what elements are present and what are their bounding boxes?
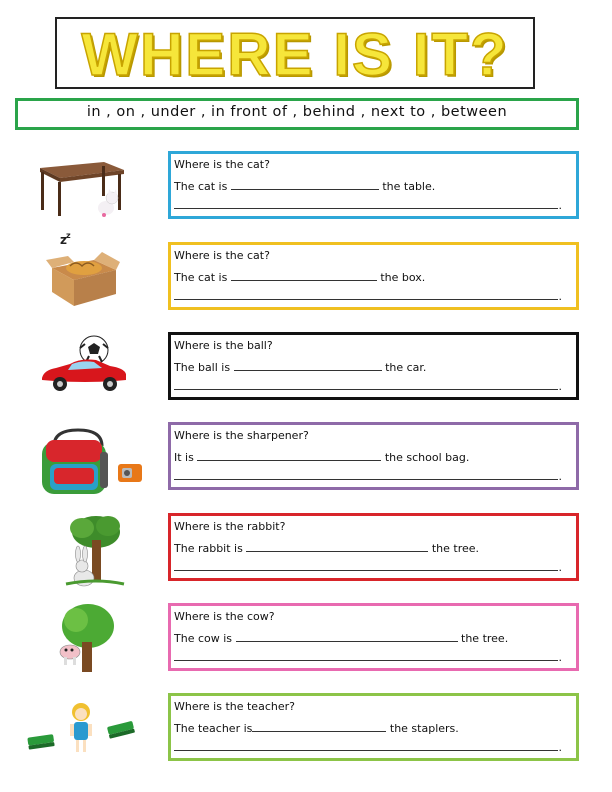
sentence-line [174, 359, 426, 374]
sentence-prefix: The rabbit is [174, 542, 243, 555]
sentence-prefix: The cow is [174, 632, 233, 645]
word-bank-text: in , on , under , in front of , behind , next to , between [86, 104, 508, 120]
question-text: Where is the cat? [174, 158, 270, 171]
sentence-suffix: the table. [382, 180, 436, 193]
question-text: Where is the ball? [174, 339, 273, 352]
fill-in-blank[interactable] [252, 720, 386, 732]
sentence-line [174, 630, 508, 645]
sentence-line [174, 269, 425, 284]
rabbit-under-tree-icon [62, 514, 126, 588]
fill-in-blank[interactable] [231, 178, 379, 190]
sentence-line [174, 178, 435, 193]
table-with-cat-icon [34, 158, 126, 220]
period-mark: . [558, 199, 562, 212]
sentence-line [174, 720, 459, 735]
cat-in-box-icon [44, 232, 120, 308]
period-mark: . [558, 470, 562, 483]
question-box-6 [168, 603, 579, 671]
sentence-suffix: the car. [385, 361, 427, 374]
answer-line[interactable] [174, 660, 558, 661]
sentence-line [174, 540, 479, 555]
period-mark: . [558, 380, 562, 393]
sentence-line [174, 449, 469, 464]
question-text: Where is the teacher? [174, 700, 295, 713]
period-mark: . [558, 561, 562, 574]
title-box [55, 17, 535, 89]
question-box-2 [168, 242, 579, 310]
sentence-prefix: The cat is [174, 271, 228, 284]
question-box-3 [168, 332, 579, 400]
cow-behind-tree-icon [58, 602, 116, 674]
question-text: Where is the cat? [174, 249, 270, 262]
fill-in-blank[interactable] [197, 449, 381, 461]
answer-line[interactable] [174, 750, 558, 751]
sentence-suffix: the tree. [431, 542, 480, 555]
fill-in-blank[interactable] [236, 630, 458, 642]
question-box-5 [168, 513, 579, 581]
answer-line[interactable] [174, 389, 558, 390]
sentence-prefix: The cat is [174, 180, 228, 193]
question-box-1 [168, 151, 579, 219]
sentence-suffix: the school bag. [384, 451, 470, 464]
ball-on-car-icon [38, 334, 130, 394]
fill-in-blank[interactable] [234, 359, 382, 371]
sentence-suffix: the staplers. [389, 722, 459, 735]
sentence-prefix: The teacher is [174, 722, 253, 735]
answer-line[interactable] [174, 208, 558, 209]
question-text: Where is the rabbit? [174, 520, 286, 533]
svg-text:z: z [66, 232, 71, 240]
answer-line[interactable] [174, 570, 558, 571]
schoolbag-and-sharpener-icon [36, 428, 146, 498]
answer-line[interactable] [174, 479, 558, 480]
period-mark: . [558, 651, 562, 664]
period-mark: . [558, 741, 562, 754]
fill-in-blank[interactable] [246, 540, 428, 552]
fill-in-blank[interactable] [231, 269, 377, 281]
svg-text:z: z [60, 233, 67, 247]
answer-line[interactable] [174, 299, 558, 300]
question-text: Where is the sharpener? [174, 429, 309, 442]
question-box-4 [168, 422, 579, 490]
word-bank [15, 98, 579, 130]
sentence-prefix: It is [174, 451, 194, 464]
teacher-between-staplers-icon [26, 700, 136, 758]
sentence-suffix: the box. [380, 271, 426, 284]
question-text: Where is the cow? [174, 610, 275, 623]
question-box-7 [168, 693, 579, 761]
sentence-prefix: The ball is [174, 361, 231, 374]
period-mark: . [558, 290, 562, 303]
sentence-suffix: the tree. [461, 632, 509, 645]
worksheet-title: WHERE IS IT? [81, 21, 509, 88]
